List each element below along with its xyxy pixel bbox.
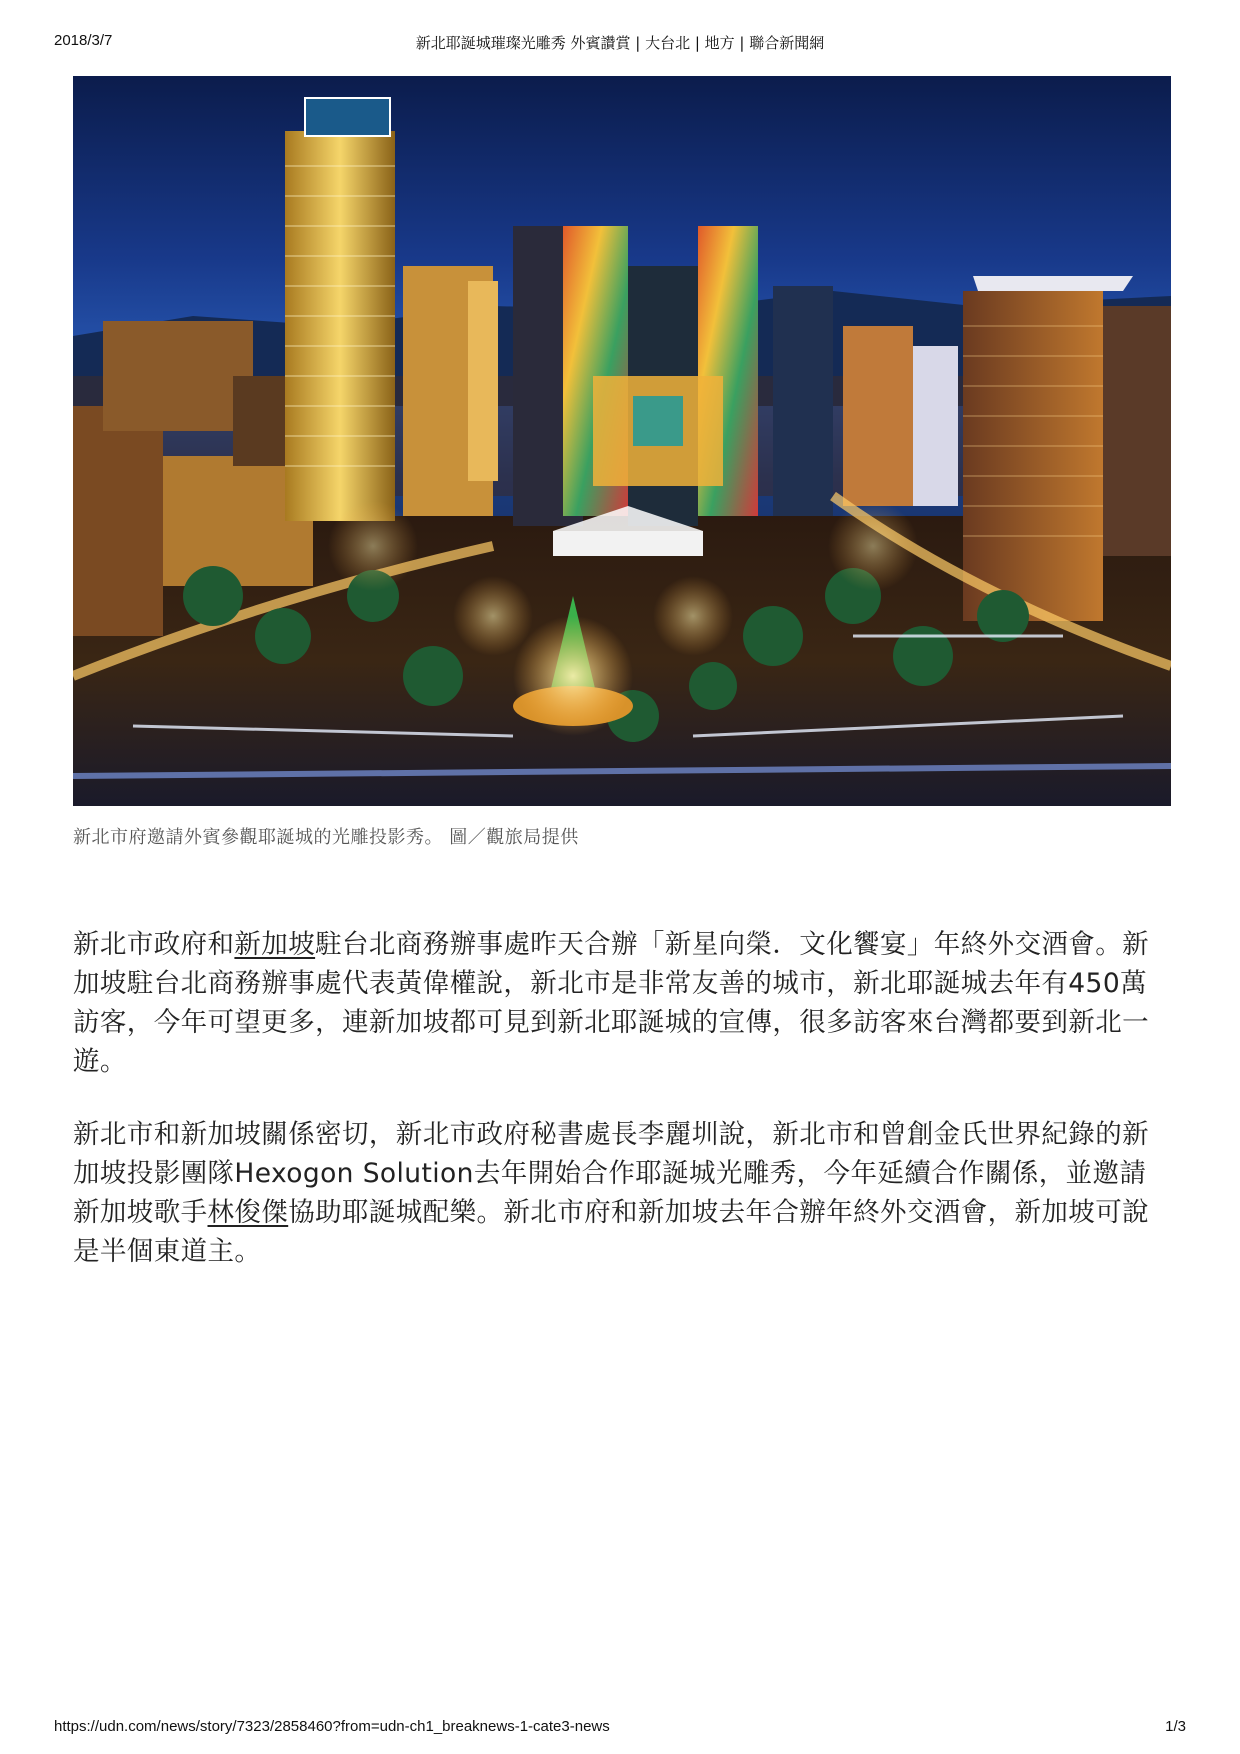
paragraph-text: 協助耶誕城配樂。新北市府和新加坡去年合辦年終外交酒會，新加坡可說是半個東道主。 [73, 1197, 1150, 1267]
paragraph-text: 駐台北商務辦事處昨天合辦「新星向榮．文化饗宴」年終外交酒會。新加坡駐台北商務辦事處代表黃偉權說，新北市是非常友善的城市，新北耶誕城去年有450萬訪客，今年可望更多，連新加坡都可見到新北耶誕城的宣傳，很多訪客來台灣都要到新北一遊。 [73, 929, 1150, 1077]
photo-caption: 新北市府邀請外賓參觀耶誕城的光雕投影秀。 圖／觀旅局提供 [73, 827, 579, 848]
night-city-photo [73, 76, 1171, 806]
jj-lin-link[interactable]: 林俊傑 [207, 1197, 289, 1228]
page-url: https://udn.com/news/story/7323/2858460?from=udn-ch1_breaknews-1-cate3-news [54, 1718, 610, 1735]
page-number: 1/3 [1165, 1718, 1186, 1735]
article-paragraph [73, 1115, 1171, 1271]
article-body [73, 925, 1171, 1305]
singapore-link[interactable]: 新加坡 [234, 929, 316, 960]
article-paragraph [73, 925, 1171, 1081]
print-date: 2018/3/7 [54, 32, 113, 49]
page-title: 新北耶誕城璀璨光雕秀 外賓讚賞 | 大台北 | 地方 | 聯合新聞網 [415, 34, 825, 52]
article-photo [73, 76, 1171, 806]
paragraph-text: 新北市政府和 [73, 929, 235, 960]
paragraph-text: 新北市和新加坡關係密切，新北市政府秘書處長李麗圳說，新北市和曾創金氏世界紀錄的新加坡投影團隊Hexogon Solution去年開始合作耶誕城光雕秀，今年延續合作關係，並邀請新加坡歌手 [73, 1119, 1149, 1228]
